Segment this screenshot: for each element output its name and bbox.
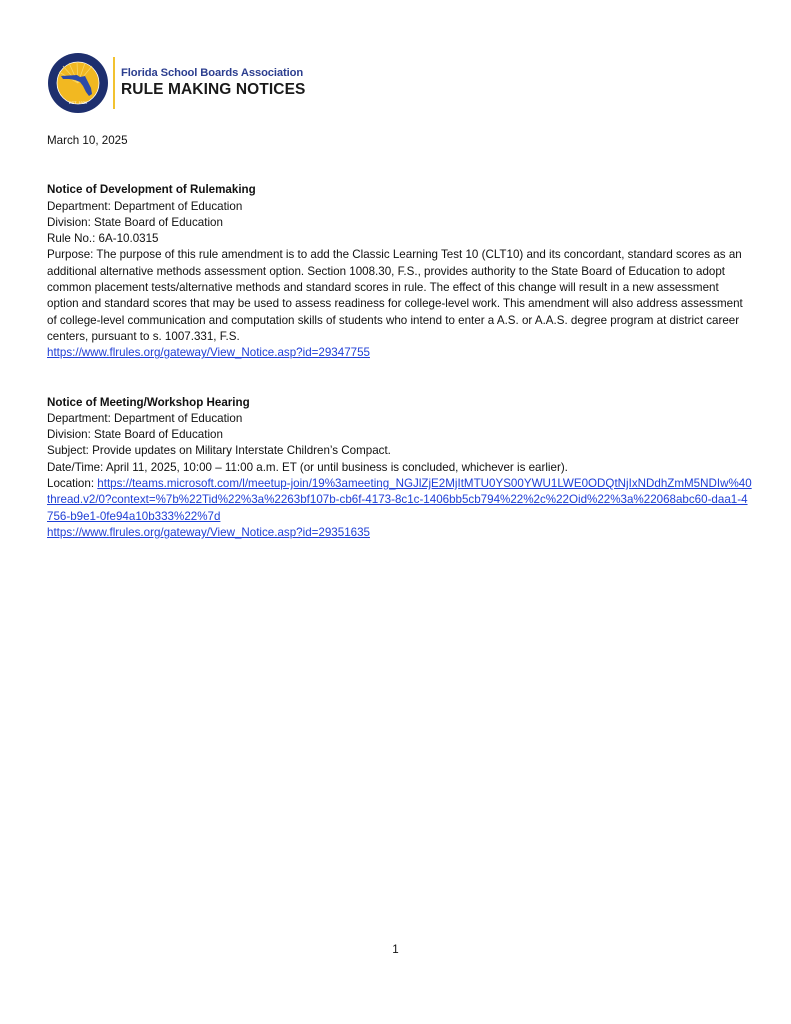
fsba-seal-logo [47, 52, 109, 114]
notice-link[interactable]: https://www.flrules.org/gateway/View_Notice.asp?id=29351635 [47, 525, 370, 539]
organization-name: Florida School Boards Association [121, 67, 304, 80]
document-title: RULE MAKING NOTICES [121, 81, 306, 99]
notice-title: Notice of Development of Rulemaking [47, 183, 256, 197]
notice-meeting [47, 395, 752, 542]
location-label: Location: [47, 477, 98, 491]
notice-department: Department: Department of Education [47, 199, 243, 213]
notice-division: Division: State Board of Education [47, 428, 223, 442]
meeting-location-link[interactable]: https://teams.microsoft.com/l/meetup-join/19%3ameeting_NGJlZjE2MjItMTU0YS00YWU1LWE0ODQtNjIxNDdhZmM5NDIw%40thread.v2/0?context=%7b%22Tid%22%3a%2263bf107b-cb6f-4173-8c1c-1406bb5cb794%22%2c%22Oid%22%3a%22068abc60-daa1-4756-b9e1-0fe94a10b333%22%7d [47, 477, 752, 523]
notice-subject: Subject: Provide updates on Military Interstate Children’s Compact. [47, 444, 391, 458]
notice-department: Department: Department of Education [47, 411, 243, 425]
notice-purpose: Purpose: The purpose of this rule amendment is to add the Classic Learning Test 10 (CLT10) and its concordant, standard scores as an additional alternative methods assessment option. Section 1008.30, F.S., provides authority to the State Board of Education to adopt common placement tests/alternative methods and standard scores in rule. The effect of this change will result in a new assessment option and standard scores that may be used to assess readiness for college-level work. This amendment will also address assessment of college-level communication and computation skills of students who intend to enter a A.S. or A.A.S. degree program at district career centers, pursuant to s. 1007.331, F.S. [47, 248, 743, 343]
brand-block [121, 68, 305, 98]
notice-rule-number: Rule No.: 6A-10.0315 [47, 232, 159, 246]
header-divider [113, 57, 115, 109]
page-number: 1 [392, 943, 399, 956]
document-body [47, 133, 752, 574]
notice-location [47, 476, 752, 525]
notice-rulemaking [47, 182, 752, 361]
document-header [47, 52, 305, 114]
notice-title: Notice of Meeting/Workshop Hearing [47, 395, 250, 409]
notice-link[interactable]: https://www.flrules.org/gateway/View_Notice.asp?id=29347755 [47, 346, 370, 360]
document-date: March 10, 2025 [47, 134, 128, 147]
notice-division: Division: State Board of Education [47, 215, 223, 229]
notice-datetime: Date/Time: April 11, 2025, 10:00 – 11:00 a.m. ET (or until business is concluded, whichever is earlier). [47, 460, 568, 474]
svg-text:EST. 1930: EST. 1930 [68, 100, 88, 105]
